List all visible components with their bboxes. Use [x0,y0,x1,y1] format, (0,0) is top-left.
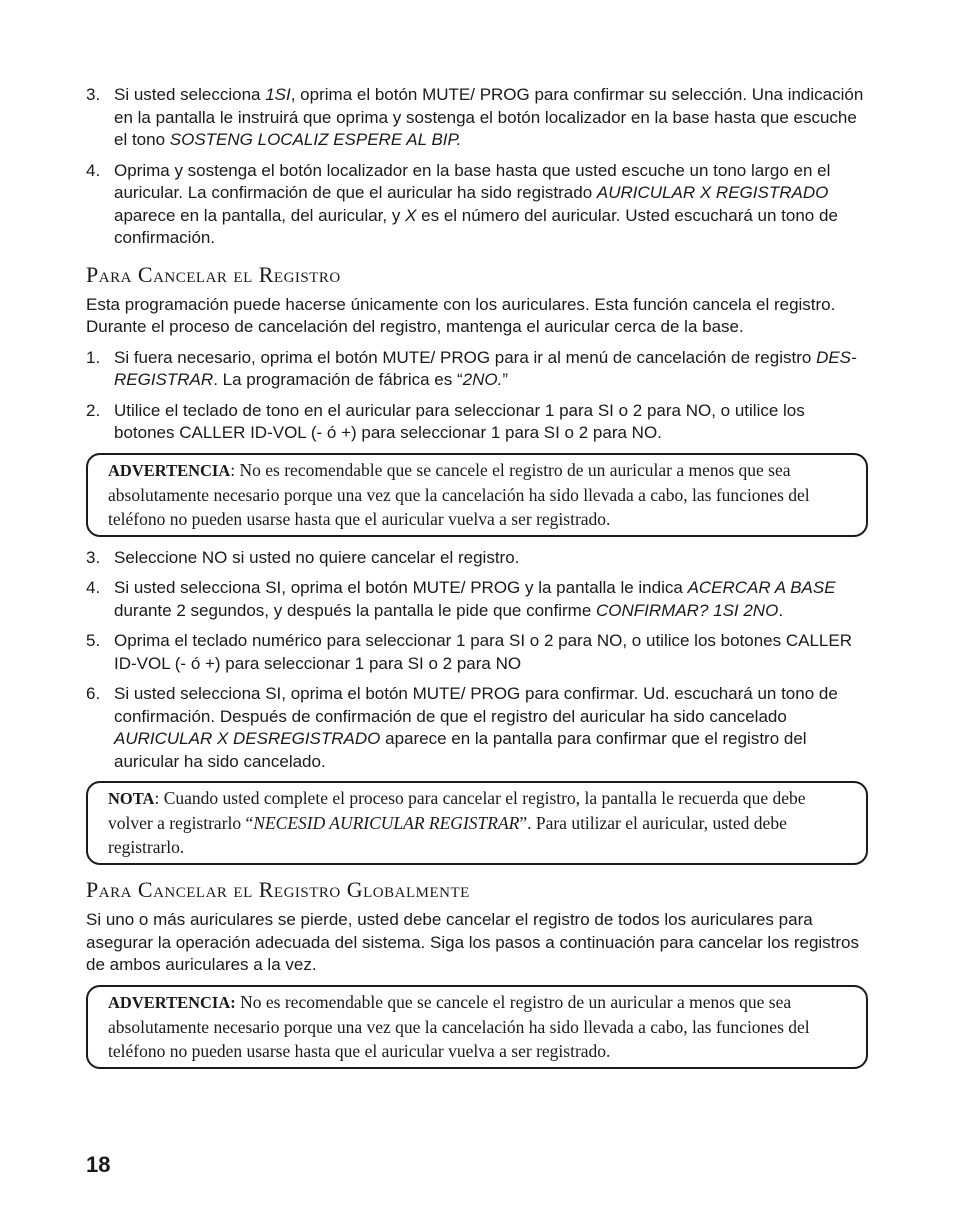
list-item-3 [86,84,868,152]
list-item-4 [86,577,868,622]
list-item-4 [86,160,868,250]
section-intro: Si uno o más auriculares se pierde, usted debe cancelar el registro de todos los auriculares para asegurar la operación adecuada del sistema. Siga los pasos a continuación para cancelar los registros de ambos auriculares a la vez. [86,910,860,974]
note-label: NOTA [108,789,155,808]
list-item-5 [86,630,868,675]
list-text: Si usted selecciona SI, oprima el botón MUTE/ PROG y la pantalla le indica ACERCAR A BASE durante 2 segundos, y después la pantalla le pide que confirme CONFIRMAR? 1SI 2NO. [114,578,836,620]
list-number: 4. [86,160,101,180]
page-number: 18 [86,1152,111,1177]
warning-box [86,985,868,1069]
list-item-1 [86,347,868,392]
section-heading-cancel-global: Para Cancelar el Registro Globalmente [86,877,470,902]
list-item-6 [86,683,868,773]
list-text: Si fuera necesario, oprima el botón MUTE/ PROG para ir al menú de cancelación de registro DES-REGISTRAR. La programación de fábrica es “2NO.” [114,347,857,389]
list-number: 4. [86,578,101,597]
list-text: Si usted selecciona 1SI, oprima el botón MUTE/ PROG para confirmar su selección. Una indicación en la pantalla le instruirá que oprima y sostenga el botón localizador en la base hasta que escuche el tono SOSTENG LOCALIZ ESPERE AL BIP. [114,85,864,149]
section-intro: Esta programación puede hacerse únicamente con los auriculares. Esta función cancela el registro. Durante el proceso de cancelación del registro, mantenga el auricular cerca de la base. [86,294,836,336]
note-box: NOTA: Cuando usted complete el proceso para cancelar el registro, la pantalla le recuerda que debe volver a registrarlo “NECESID AURICULAR REGISTRAR”. Para utilizar el auricular, usted debe registrarlo. [86,781,868,865]
list-number: 5. [86,631,101,650]
warning-text: No es recomendable que se cancele el registro de un auricular a menos que sea absolutamente necesario porque una vez que la cancelación ha sido llevada a cabo, las funciones del teléfono no pueden usarse hasta que el auricular vuelva a ser registrado. [108,991,810,1061]
list-text: Oprima y sostenga el botón localizador en la base hasta que usted escuche un tono largo en el auricular. La confirmación de que el auricular ha sido registrado AURICULAR X REGISTRADO aparece en la pantalla, del auricular, y X es el número del auricular. Usted escuchará un tono de confirmación. [114,160,838,247]
warning-label: ADVERTENCIA [108,460,231,480]
list-number: 3. [86,547,101,567]
list-item-2 [86,400,868,445]
warning-label: ADVERTENCIA: [108,992,236,1012]
warning-text: : No es recomendable que se cancele el registro de un auricular a menos que sea absolutamente necesario porque una vez que la cancelación ha sido llevada a cabo, las funciones del teléfono no pueden usarse hasta que el auricular vuelva a ser registrado. [108,459,810,529]
list-number: 2. [86,400,101,420]
list-number: 3. [86,85,101,104]
manual-page [86,84,868,1079]
list-number: 1. [86,347,101,367]
section-heading-cancel-registration: Para Cancelar el Registro [86,261,341,287]
list-text: Oprima el teclado numérico para seleccionar 1 para SI o 2 para NO, o utilice los botones CALLER ID-VOL (- ó +) para seleccionar 1 para SI o 2 para NO [114,631,852,673]
list-text: Si usted selecciona SI, oprima el botón MUTE/ PROG para confirmar. Ud. escuchará un tono de confirmación. Después de confirmación de que el registro del auricular ha sido cancelado AURICULAR X DESREGISTRADO aparece en la pantalla para confirmar que el registro del auricular ha sido cancelado. [114,684,838,771]
warning-box [86,453,868,537]
list-item-3 [86,547,868,570]
list-text: Seleccione NO si usted no quiere cancelar el registro. [114,547,520,567]
list-text: Utilice el teclado de tono en el auricular para seleccionar 1 para SI o 2 para NO, o utilice los botones CALLER ID-VOL (- ó +) para seleccionar 1 para SI o 2 para NO. [114,400,805,442]
list-number: 6. [86,684,101,703]
